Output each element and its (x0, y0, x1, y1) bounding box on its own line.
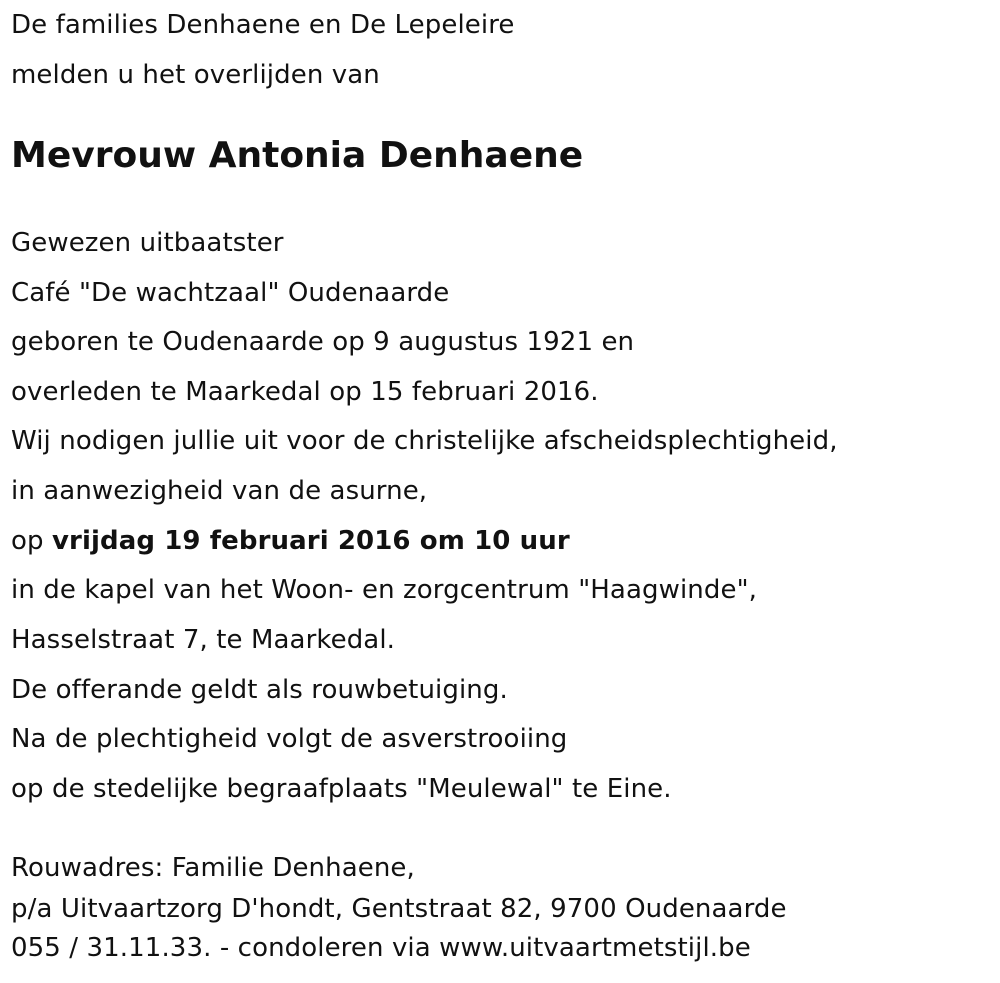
intro-line-2: melden u het overlijden van (11, 60, 380, 90)
body-line-12: op de stedelijke begraafplaats "Meulewal" te Eine. (11, 774, 672, 804)
ceremony-prefix: op (11, 526, 52, 556)
body-line-5: Wij nodigen jullie uit voor de christelijke afscheidsplechtigheid, (11, 426, 838, 456)
body-line-11: Na de plechtigheid volgt de asverstrooiing (11, 724, 568, 754)
address-line-2: p/a Uitvaartzorg D'hondt, Gentstraat 82, 9700 Oudenaarde (11, 894, 787, 924)
deceased-name: Mevrouw Antonia Denhaene (11, 135, 584, 176)
body-line-1: Gewezen uitbaatster (11, 228, 284, 258)
body-line-2: Café "De wachtzaal" Oudenaarde (11, 278, 450, 308)
body-line-9: Hasselstraat 7, te Maarkedal. (11, 625, 396, 655)
address-line-3: 055 / 31.11.33. - condoleren via www.uitvaartmetstijl.be (11, 933, 751, 963)
body-line-3: geboren te Oudenaarde op 9 augustus 1921 en (11, 327, 635, 357)
ceremony-datetime: vrijdag 19 februari 2016 om 10 uur (51, 526, 570, 556)
address-line-1: Rouwadres: Familie Denhaene, (11, 853, 415, 883)
body-line-4: overleden te Maarkedal op 15 februari 2016. (11, 377, 599, 407)
body-line-6: in aanwezigheid van de asurne, (11, 476, 428, 506)
body-line-10: De offerande geldt als rouwbetuiging. (11, 675, 508, 705)
intro-line-1: De families Denhaene en De Lepeleire (11, 10, 515, 40)
body-line-7 (11, 525, 570, 557)
body-line-8: in de kapel van het Woon- en zorgcentrum "Haagwinde", (11, 575, 757, 605)
